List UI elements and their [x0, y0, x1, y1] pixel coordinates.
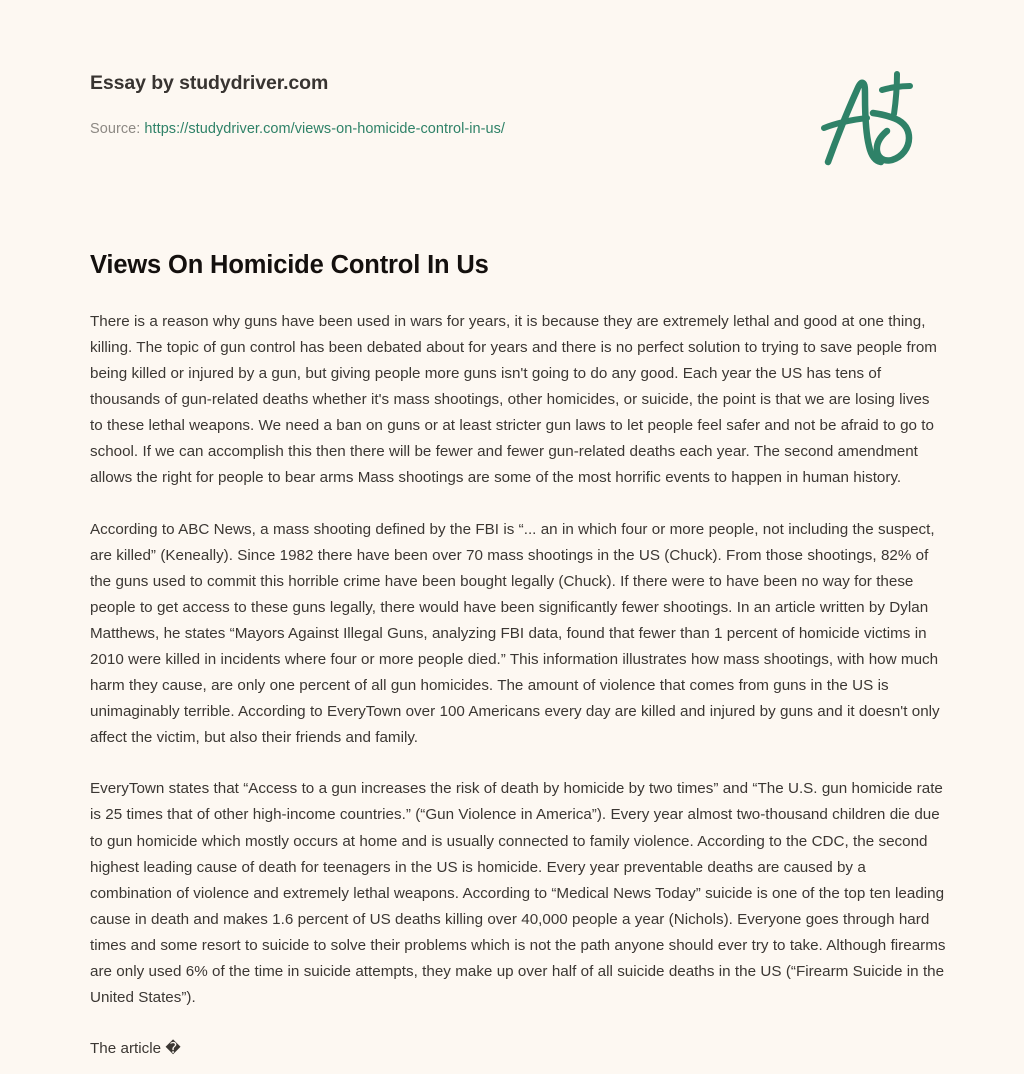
a-plus-logo-icon — [812, 58, 932, 178]
page-title: Views On Homicide Control In Us — [90, 251, 489, 279]
essay-attribution: Essay by studydriver.com — [90, 72, 329, 94]
document-header — [0, 0, 1024, 200]
paragraph: The article � — [90, 1040, 181, 1058]
source-line — [90, 121, 505, 137]
article-container — [90, 250, 946, 1062]
paragraph: There is a reason why guns have been used in wars for years, it is because they are extremely lethal and good at one thing, killing. The topic of gun control has been debated about for years and there is no perfect solution to trying to save people from being killed or injured by a gun, but giving people more guns isn't going to do any good. Each year the US has tens of thousands of gun-related deaths whether it's mass shootings, other homicides, or suicide, the point is that we are losing lives to these lethal weapons. We need a ban on guns or at least stricter gun laws to let people feel safer and not be afraid to go to school. If we can accomplish this then there will be fewer and fewer gun-related deaths each year. The second amendment allows the right for people to bear arms Mass shootings are some of the most horrific events to happen in human history. — [90, 312, 937, 487]
source-label: Source: — [90, 121, 141, 137]
paragraph: EveryTown states that “Access to a gun increases the risk of death by homicide by two times” and “The U.S. gun homicide rate is 25 times that of other high-income countries.” (“Gun Violence in America”). Every year almost two-thousand children die due to gun homicide which mostly occurs at home and is usually connected to family violence. According to the CDC, the second highest leading cause of death for teenagers in the US is homicide. Every year preventable deaths are caused by a combination of violence and extremely lethal weapons. According to “Medical News Today” suicide is one of the top ten leading cause in death and makes 1.6 percent of US deaths killing over 40,000 people a year (Nichols). Everyone goes through hard times and some resort to suicide to solve their problems which is not the path anyone should ever try to take. Although firearms are only used 6% of the time in suicide attempts, they make up over half of all suicide deaths in the US (“Firearm Suicide in the United States”). — [90, 780, 946, 1007]
source-url-link[interactable]: https://studydriver.com/views-on-homicide-control-in-us/ — [144, 121, 506, 137]
paragraph: According to ABC News, a mass shooting defined by the FBI is “... an in which four or more people, not including the suspect, are killed” (Keneally). Since 1982 there have been over 70 mass shootings in the US (Chuck). From those shootings, 82% of the guns used to commit this horrible crime have been bought legally (Chuck). If there were to have been no way for these people to get access to these guns legally, there would have been significantly fewer shootings. In an article written by Dylan Matthews, he states “Mayors Against Illegal Guns, analyzing FBI data, found that fewer than 1 percent of homicide victims in 2010 were killed in incidents where four or more people died.” This information illustrates how mass shootings, with how much harm they cause, are only one percent of all gun homicides. The amount of violence that comes from guns in the US is unimaginably terrible. According to EveryTown over 100 Americans every day are killed and injured by guns and it doesn't only affect the victim, but also their friends and family. — [90, 520, 940, 747]
article-body — [90, 309, 946, 1062]
